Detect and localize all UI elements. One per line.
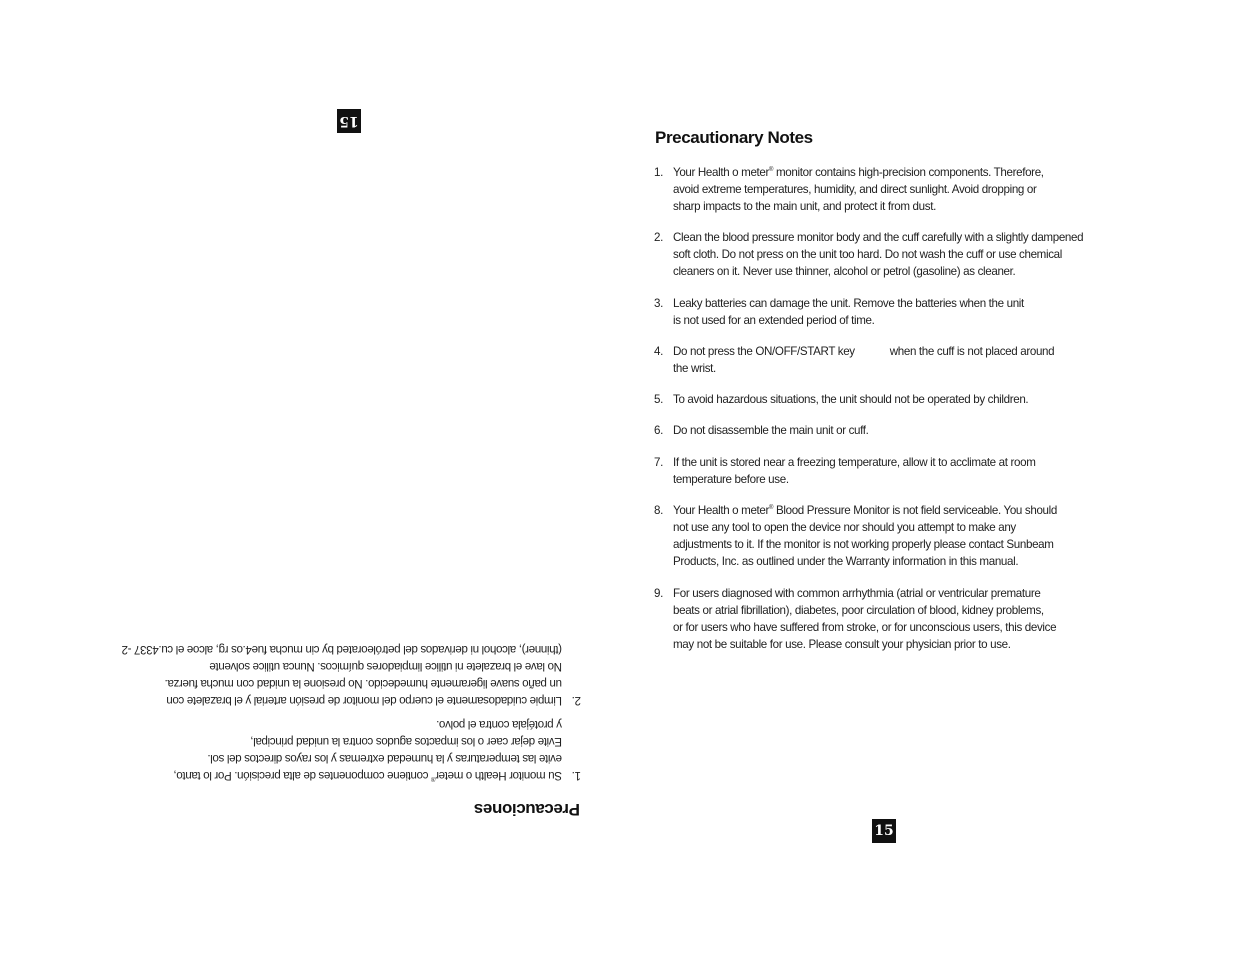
item-text	[673, 585, 1125, 653]
item-line: avoid extreme temperatures, humidity, and direct sunlight. Avoid dropping or	[673, 183, 1037, 196]
item-text	[673, 229, 1125, 280]
item-number: 1.	[572, 769, 581, 782]
item-line: adjustments to it. If the monitor is not working properly please contact Sunbeam	[673, 538, 1054, 551]
item-text	[673, 502, 1125, 570]
item-line: To avoid hazardous situations, the unit should not be operated by children.	[673, 393, 1029, 406]
item-number: 3.	[654, 297, 663, 310]
item-line: Your Health o meter® monitor contains high-precision components. Therefore,	[673, 166, 1044, 179]
item-line: Products, Inc. as outlined under the Warranty information in this manual.	[673, 555, 1019, 568]
page-title: Precautionary Notes	[655, 128, 813, 147]
right-page	[617, 0, 1235, 954]
item-line: evite las temperaturas y la humedad extremas y los rayos directos del sol.	[207, 752, 562, 765]
item-line-end: when the cuff is not placed around	[889, 345, 1055, 358]
item-line: not use any tool to open the device nor should you attempt to make any	[673, 521, 1016, 534]
item-line: temperature before use.	[673, 473, 789, 486]
item-text	[673, 391, 1125, 408]
item-number: 2.	[572, 694, 581, 707]
item-number: 7.	[654, 456, 663, 469]
spanish-heading: Precauciones	[474, 800, 580, 819]
item-line: Evite dejar caer o los impactos agudos contra la unidad principal,	[250, 735, 562, 748]
item-line: Your Health o meter® Blood Pressure Monitor is not field serviceable. You should	[673, 504, 1057, 517]
item-line: un paño suave ligeramente humedecido. No presione la unidad con mucha fuerza.	[164, 677, 562, 690]
item-line: may not be suitable for use. Please consult your physician prior to use.	[673, 638, 1011, 651]
item-line: y protéjala contra el polvo.	[436, 718, 562, 731]
item-line-start: Do not press the ON/OFF/START key	[673, 345, 855, 358]
item-line: Leaky batteries can damage the unit. Remove the batteries when the unit	[673, 297, 1024, 310]
item-line: Limpie cuidadosamente el cuerpo del monitor de presión arterial y el brazalete con	[166, 694, 562, 707]
item-text	[673, 343, 1125, 377]
item-number: 5.	[654, 393, 663, 406]
item-line: Do not disassemble the main unit or cuff.	[673, 424, 869, 437]
item-number: 9.	[654, 587, 663, 600]
spanish-page-number: 15	[337, 109, 361, 133]
item-line: or for users who have suffered from stroke, or for unconscious users, this device	[673, 621, 1057, 634]
left-page	[0, 0, 617, 954]
item-line: Clean the blood pressure monitor body and the cuff carefully with a slightly dampened	[673, 231, 1084, 244]
item-line: the wrist.	[673, 362, 716, 375]
item-number: 6.	[654, 424, 663, 437]
item-line: If the unit is stored near a freezing temperature, allow it to acclimate at room	[673, 456, 1036, 469]
item-text	[673, 295, 1125, 329]
item-number: 1.	[654, 166, 663, 179]
page-number: 15	[872, 819, 896, 843]
item-number: 8.	[654, 504, 663, 517]
item-line: No lave el brazalete ni utilice limpiadores químicos. Nunca utilice solvente	[209, 660, 562, 673]
item-line: cleaners on it. Never use thinner, alcohol or petrol (gasoline) as cleaner.	[673, 265, 1016, 278]
item-text	[62, 716, 562, 784]
item-line	[673, 343, 1125, 360]
item-text	[62, 641, 562, 709]
item-text	[673, 422, 1125, 439]
item-number: 4.	[654, 345, 663, 358]
item-number: 2.	[654, 231, 663, 244]
item-line: sharp impacts to the main unit, and protect it from dust.	[673, 200, 936, 213]
item-text	[673, 164, 1125, 215]
spanish-section-upside-down	[0, 0, 617, 954]
item-line: (thinner), alcohol ni derivados del petróleorated by cin mucha fue4.os rg, alcoe el cu.4337 -2	[121, 643, 562, 656]
item-line: is not used for an extended period of time.	[673, 314, 875, 327]
item-line: For users diagnosed with common arrhythmia (atrial or ventricular premature	[673, 587, 1041, 600]
item-line: soft cloth. Do not press on the unit too hard. Do not wash the cuff or use chemical	[673, 248, 1062, 261]
item-line: Su monitor Health o meter® contiene componentes de alta precisión. Por lo tanto,	[173, 769, 562, 782]
item-text	[673, 454, 1125, 488]
item-line: beats or atrial fibrillation), diabetes, poor circulation of blood, kidney problems,	[673, 604, 1044, 617]
